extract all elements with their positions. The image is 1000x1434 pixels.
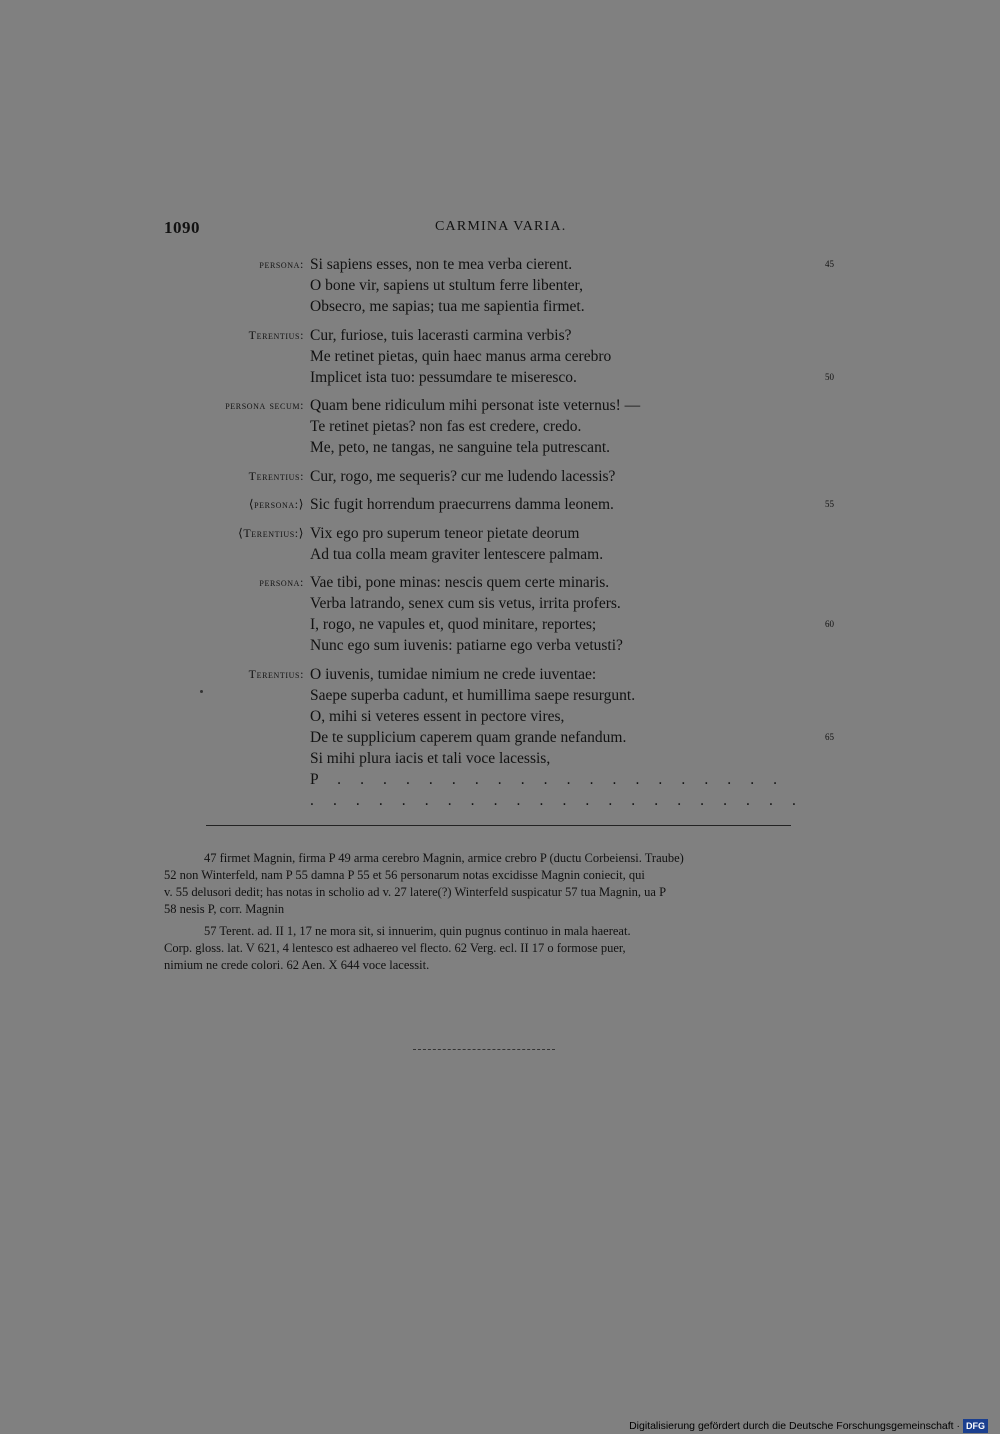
verse-text: Me retinet pietas, quin haec manus arma cerebro: [310, 347, 612, 365]
source-note-line: nimium ne crede colori. 62 Aen. X 644 voce lacessit.: [164, 958, 430, 972]
bottom-rule: [413, 1049, 555, 1050]
verse-line: [160, 748, 840, 769]
verse-text: I, rogo, ne vapules et, quod minitare, reportes;: [310, 616, 597, 633]
margin-mark: [200, 690, 203, 693]
verse-line: [160, 416, 840, 437]
line-number: 45: [825, 259, 834, 269]
speaker-label: Terentius:: [248, 666, 304, 681]
speaker-label: Terentius:: [248, 468, 304, 483]
page-number: 1090: [164, 218, 200, 237]
verse-text: Saepe superba cadunt, et humillima saepe resurgunt.: [310, 686, 636, 704]
verse-line: [160, 685, 840, 706]
dfg-credit-text: Digitalisierung gefördert durch die Deutsche Forschungsgemeinschaft ·: [629, 1420, 960, 1432]
verse-text: Obsecro, me sapias; tua me sapientia firmet.: [310, 298, 585, 315]
verse-text: Quam bene ridiculum mihi personat iste veternus! —: [310, 397, 641, 414]
verse-text: Cur, rogo, me sequeris? cur me ludendo lacessis?: [310, 467, 616, 485]
verse-text: Ad tua colla meam graviter lentescere palmam.: [310, 545, 604, 563]
speaker-label: Terentius:: [248, 327, 304, 342]
running-title: CARMINA VARIA.: [435, 219, 567, 234]
speaker-label: ⟨Terentius:⟩: [238, 525, 304, 540]
verse-line: [160, 593, 840, 614]
verse-line: [160, 727, 840, 748]
verse-text: Vae tibi, pone minas: nescis quem certe minaris.: [310, 574, 610, 591]
verse-text: Sic fugit horrendum praecurrens damma leonem.: [310, 496, 614, 513]
verse-text: O iuvenis, tumidae nimium ne crede iuventae:: [310, 665, 597, 683]
speaker-label: ⟨persona:⟩: [248, 497, 304, 511]
verse-line: [160, 346, 840, 367]
verse-line: [160, 296, 840, 317]
verse-line: [160, 437, 840, 458]
verse-text: . . . . . . . . . . . . . . . . . . . . . .: [310, 791, 804, 809]
verse-text: Te retinet pietas? non fas est credere, credo.: [310, 418, 582, 435]
verse-text: Si mihi plura iacis et tali voce lacessis,: [310, 749, 551, 767]
verse-line: [160, 706, 840, 727]
verse-line: [160, 544, 840, 565]
verse-line: [160, 395, 840, 416]
source-notes: [164, 923, 836, 974]
source-note-line: 57 Terent. ad. II 1, 17 ne mora sit, si innuerim, quin pugnus continuo in mala haereat.: [204, 924, 631, 938]
verse-text: Nunc ego sum iuvenis: patiarne ego verba vetusti?: [310, 637, 623, 654]
verse-line: [160, 466, 840, 487]
source-note-line: Corp. gloss. lat. V 621, 4 lentesco est adhaereo vel flecto. 62 Verg. ecl. II 17 o formose puer,: [164, 941, 626, 955]
speaker-label: persona secum:: [225, 398, 304, 412]
verse-text: Verba latrando, senex cum sis vetus, irrita profers.: [310, 595, 621, 612]
apparatus-line: v. 55 delusori dedit; has notas in scholio ad v. 27 latere(?) Winterfeld suspicatur 57 tua Magnin, ua P: [164, 885, 667, 899]
verse-line: [160, 494, 840, 515]
verse-line: [160, 614, 840, 635]
verse-line: [160, 635, 840, 656]
verse-text: P . . . . . . . . . . . . . . . . . . . .: [310, 770, 785, 788]
verse-text: Vix ego pro superum teneor pietate deorum: [310, 524, 580, 542]
verse-text: Si sapiens esses, non te mea verba cierent.: [310, 256, 573, 273]
verse-text: De te supplicium caperem quam grande nefandum.: [310, 728, 627, 746]
verse-text: Me, peto, ne tangas, ne sanguine tela putrescant.: [310, 439, 610, 456]
line-number: 60: [825, 619, 834, 629]
apparatus-line: 47 firmet Magnin, firma P 49 arma cerebro Magnin, armice crebro P (ductu Corbeiensi. Traube): [204, 851, 684, 865]
verse-line: [160, 790, 840, 811]
verse-text: Implicet ista tuo: pessumdare te miseresco.: [310, 368, 577, 386]
line-number: 65: [825, 731, 834, 742]
dfg-logo: DFG: [963, 1419, 988, 1433]
verse-text: Cur, furiose, tuis lacerasti carmina verbis?: [310, 326, 572, 344]
verse-line: [160, 523, 840, 544]
verse-line: [160, 325, 840, 346]
line-number: 55: [825, 499, 834, 509]
speaker-label: persona:: [259, 575, 304, 589]
line-number: 50: [825, 371, 834, 382]
verse-text: O, mihi si veteres essent in pectore vires,: [310, 707, 565, 725]
critical-apparatus: [164, 850, 836, 918]
verse-line: [160, 275, 840, 296]
footnote-rule: [206, 825, 791, 826]
speaker-label: persona:: [259, 257, 304, 271]
verse-line: [160, 572, 840, 593]
verse-lines: [160, 254, 840, 811]
apparatus-line: 52 non Winterfeld, nam P 55 damna P 55 et 56 personarum notas excidisse Magnin coniecit, qui: [164, 868, 645, 882]
dfg-footer[interactable]: [629, 1418, 988, 1434]
verse-text: O bone vir, sapiens ut stultum ferre libenter,: [310, 277, 583, 294]
apparatus-line: 58 nesis P, corr. Magnin: [164, 902, 285, 916]
verse-line: [160, 664, 840, 685]
verse-line: [160, 254, 840, 275]
verse-line: [160, 769, 840, 790]
verse-line: [160, 367, 840, 388]
